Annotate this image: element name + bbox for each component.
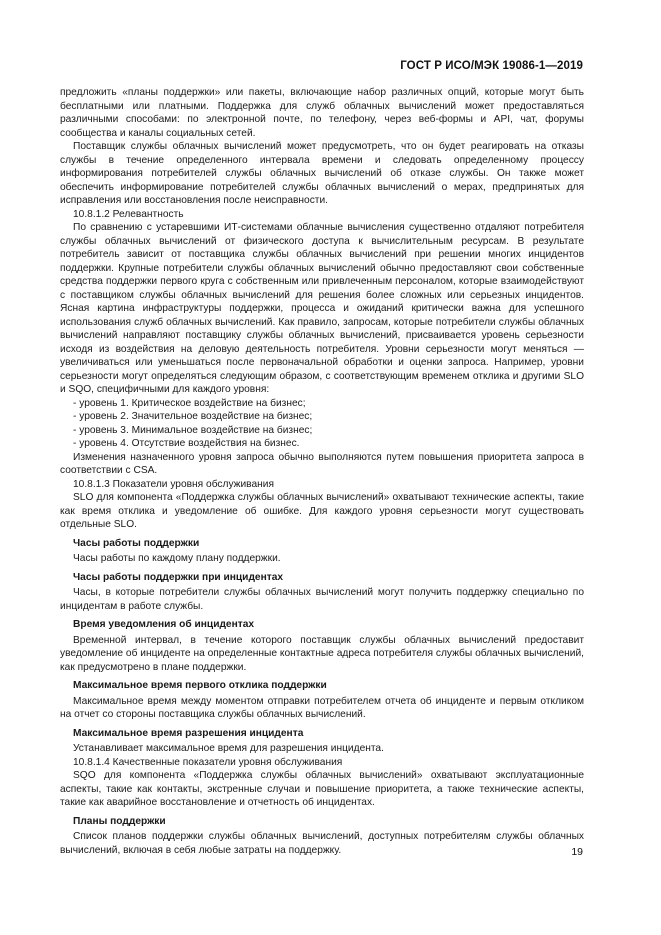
paragraph-incident-notification-time: Временной интервал, в течение которого поставщик службы облачных вычислений предоставит уведомление об инциденте на определенные контактные адреса потребителя службы облачных вычислений, как предусмотрено в плане поддержки. (60, 634, 584, 673)
paragraph-max-resolution-time: Устанавливает максимальное время для разрешения инцидента. (73, 743, 384, 754)
severity-levels-list (60, 397, 584, 451)
clause-10-8-1-2: 10.8.1.2 Релевантность (73, 208, 184, 220)
heading-support-plans: Планы поддержки (73, 815, 166, 827)
list-item: - уровень 4. Отсутствие воздействия на бизнес. (73, 437, 584, 451)
paragraph-failure-response: Поставщик службы облачных вычислений может предусмотреть, что он будет реагировать на отказы службы в течение определенного интервала времени и следовать определенному процессу информирования потребителей службы облачных вычислений об отказе службы. Он также может обеспечить информирование потребителей службы облачных вычислений о мерах, предпринятых для исправления или восстановления после неисправности. (60, 141, 584, 206)
list-item: - уровень 3. Минимальное воздействие на бизнес; (73, 424, 584, 438)
paragraph-incident-support-hours: Часы, в которые потребители службы облачных вычислений могут получить поддержку специально по инцидентам в работе службы. (60, 587, 584, 612)
paragraph-sqo-description: SQO для компонента «Поддержка службы облачных вычислений» охватывают эксплуатационные аспекты, такие как контакты, экстренные случаи и повышение приоритета, а также технические аспекты, такие как аварийное восстановление и отчетность об инцидентах. (60, 770, 584, 808)
heading-incident-notification-time: Время уведомления об инцидентах (73, 619, 255, 630)
paragraph-support-plans: Список планов поддержки службы облачных вычислений, доступных потребителям службы облачных вычислений, включая в себя любые затраты на поддержку. (60, 831, 584, 856)
heading-support-hours: Часы работы поддержки (73, 537, 200, 549)
paragraph-max-first-response: Максимальное время между моментом отправки потребителем отчета об инциденте и первым откликом на отчет со стороны поставщика службы облачных вычислений. (60, 695, 584, 720)
paragraph-slo-description: SLO для компонента «Поддержка службы облачных вычислений» охватывают технические аспекты, такие как время отклика и уведомление об ошибке. Для каждого уровня серьезности могут существовать отдельные SLO. (60, 492, 584, 530)
paragraph-priority-change: Изменения назначенного уровня запроса обычно выполняются путем повышения приоритета запроса в соответствии с CSA. (60, 451, 584, 476)
list-item: - уровень 2. Значительное воздействие на бизнес; (73, 410, 584, 424)
heading-incident-support-hours: Часы работы поддержки при инцидентах (73, 571, 284, 583)
paragraph-relevance: По сравнению с устаревшими ИТ-системами облачные вычисления существенно отдаляют потребителя службы облачных вычислений от физического доступа к вычислительным ресурсам. В результате потребитель зависит от поставщика службы облачных вычислений при решении многих инцидентов поддержки. Крупные потребители службы облачных вычислений обычно предоставляют свои собственные средства поддержки первого круга с собственным или привлеченным персоналом, которые взаимодействуют с поставщиком службы облачных вычислений для решения более сложных или серьезных инцидентов. Ясная картина инфраструктуры поддержки, процесса и ожиданий критически важна для успешного использования служб облачных вычислений. Как правило, запросам, которые потребители службы облачных вычислений направляют поставщику службы облачных вычислений, присваивается уровень серьезности исходя из воздействия на деловую деятельность потребителя. Уровни серьезности могут меняться — увеличиваться или уменьшаться после первоначальной обработки и оценки запроса. Например, уровни серьезности могут определяться следующим образом, с соответствующим временем отклика и другими SLO и SQO, специфичными для каждого уровня: (60, 222, 584, 395)
document-number-header: ГОСТ Р ИСО/МЭК 19086-1—2019 (400, 60, 583, 72)
document-body (60, 86, 584, 857)
heading-max-first-response: Максимальное время первого отклика поддержки (73, 680, 327, 691)
clause-10-8-1-4: 10.8.1.4 Качественные показатели уровня обслуживания (73, 756, 343, 768)
paragraph-support-hours: Часы работы по каждому плану поддержки. (73, 553, 281, 564)
heading-max-resolution-time: Максимальное время разрешения инцидента (73, 727, 304, 739)
paragraph-support-plans-intro: предложить «планы поддержки» или пакеты, включающие набор различных опций, которые могут быть бесплатными или платными. Поддержка для служб облачных вычислений может предоставляться различными способами: по электронной почте, по телефону, через веб-формы и API, чат, форумы сообщества и каналы социальных сетей. (60, 87, 584, 139)
clause-10-8-1-3: 10.8.1.3 Показатели уровня обслуживания (73, 478, 274, 490)
list-item: - уровень 1. Критическое воздействие на бизнес; (73, 397, 584, 411)
page-number: 19 (571, 846, 583, 858)
